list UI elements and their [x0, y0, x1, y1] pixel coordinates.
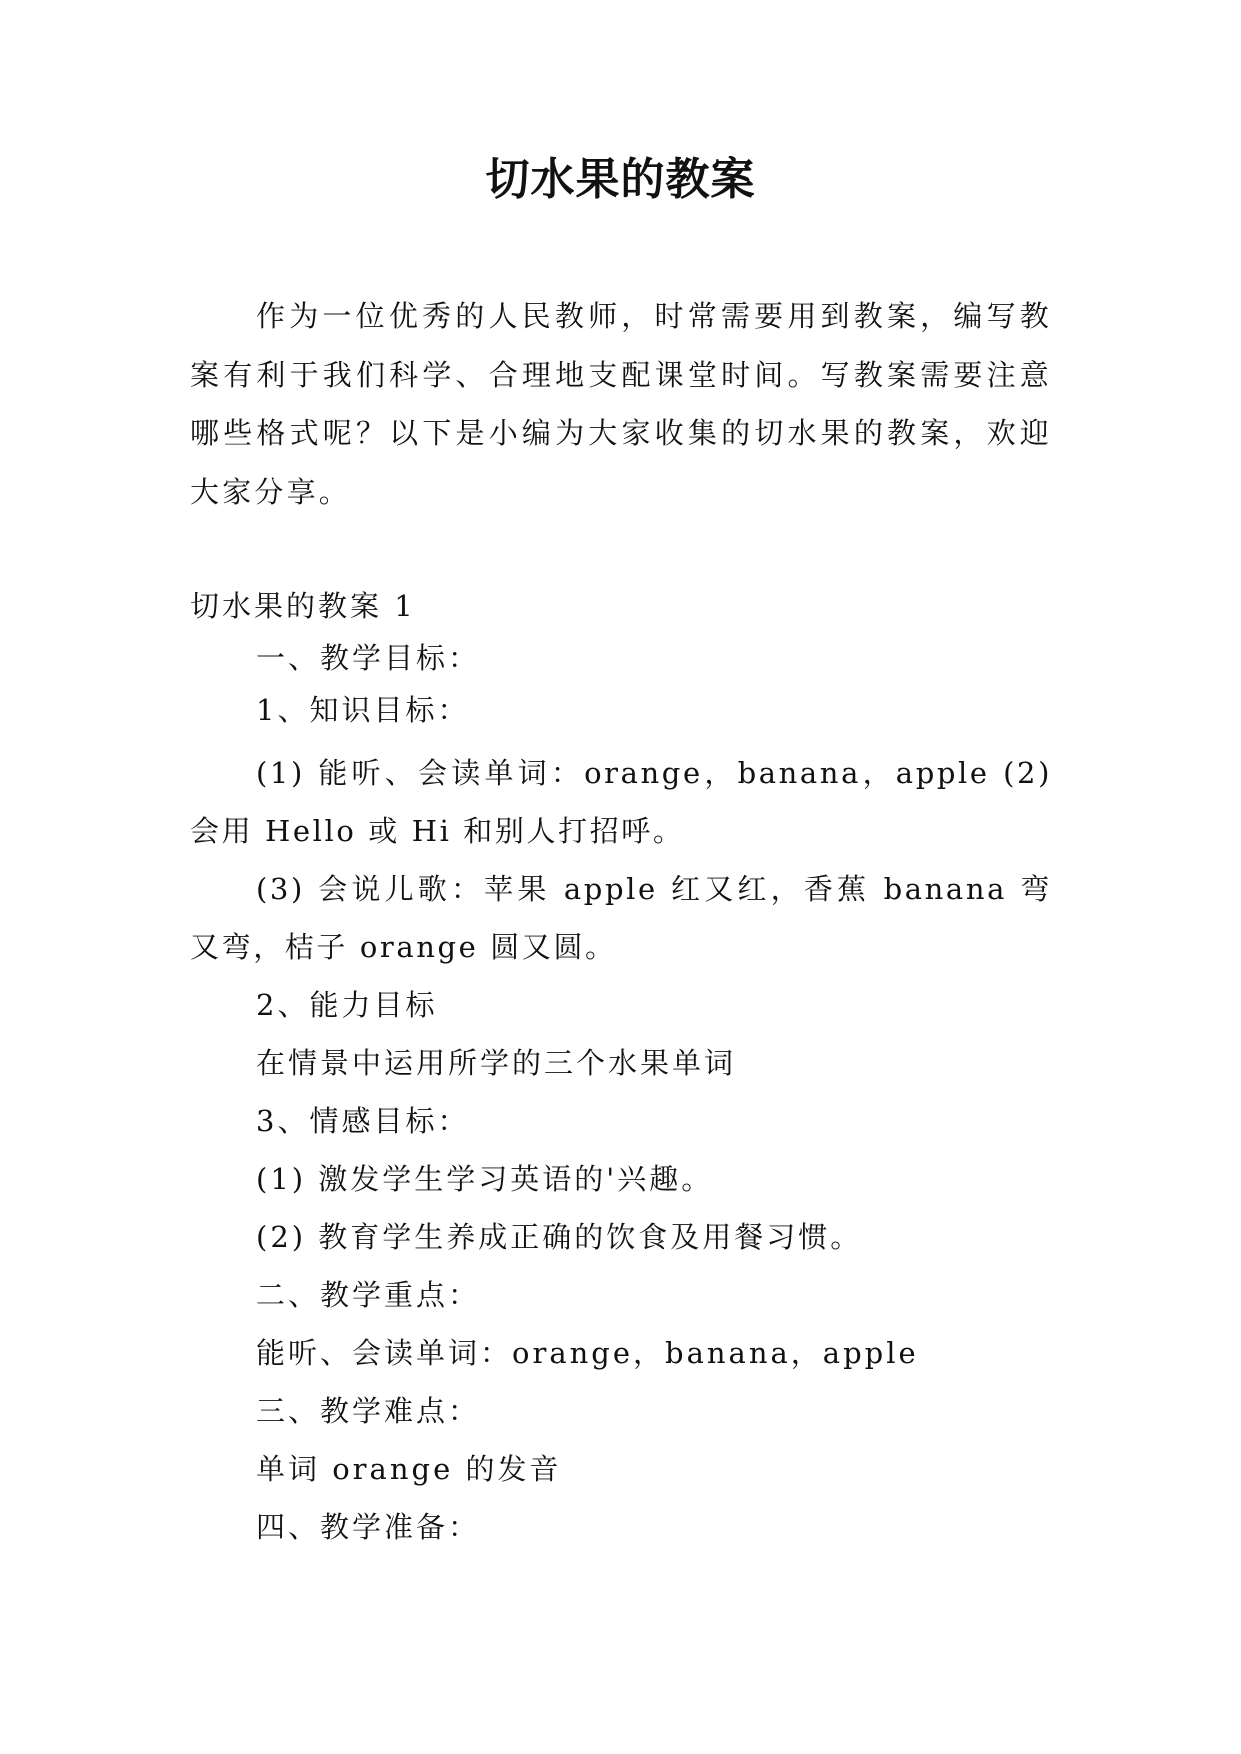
section-heading: 切水果的教案 1 — [190, 589, 416, 623]
intro-paragraph: 作为一位优秀的人民教师，时常需要用到教案，编写教案有利于我们科学、合理地支配课堂时间。写教案需要注意哪些格式呢？以下是小编为大家收集的切水果的教案，欢迎大家分享。 — [190, 299, 1052, 509]
emotion-goal-heading: 3、情感目标： — [256, 1104, 470, 1138]
document-title: 切水果的教案 — [485, 154, 756, 205]
ability-goal-heading: 2、能力目标 — [256, 988, 438, 1022]
preparation-heading: 四、教学准备： — [256, 1510, 481, 1544]
knowledge-goal-heading: 1、知识目标： — [256, 693, 470, 727]
emotion-goal-item-1: (1) 激发学生学习英语的'兴趣。 — [256, 1162, 714, 1196]
goals-heading: 一、教学目标： — [256, 641, 481, 675]
key-points-text: 能听、会读单词：orange，banana，apple — [256, 1336, 919, 1370]
ability-goal-text: 在情景中运用所学的三个水果单词 — [256, 1046, 737, 1080]
difficulty-text: 单词 orange 的发音 — [256, 1452, 562, 1486]
knowledge-item-3: (3) 会说儿歌：苹果 apple 红又红，香蕉 banana 弯又弯，桔子 orange 圆又圆。 — [190, 872, 1052, 964]
key-points-heading: 二、教学重点： — [256, 1278, 481, 1312]
emotion-goal-item-2: (2) 教育学生养成正确的饮食及用餐习惯。 — [256, 1220, 863, 1254]
difficulty-heading: 三、教学难点： — [256, 1394, 481, 1428]
knowledge-items-1-2: (1) 能听、会读单词：orange，banana，apple (2) 会用 Hello 或 Hi 和别人打招呼。 — [190, 756, 1052, 848]
